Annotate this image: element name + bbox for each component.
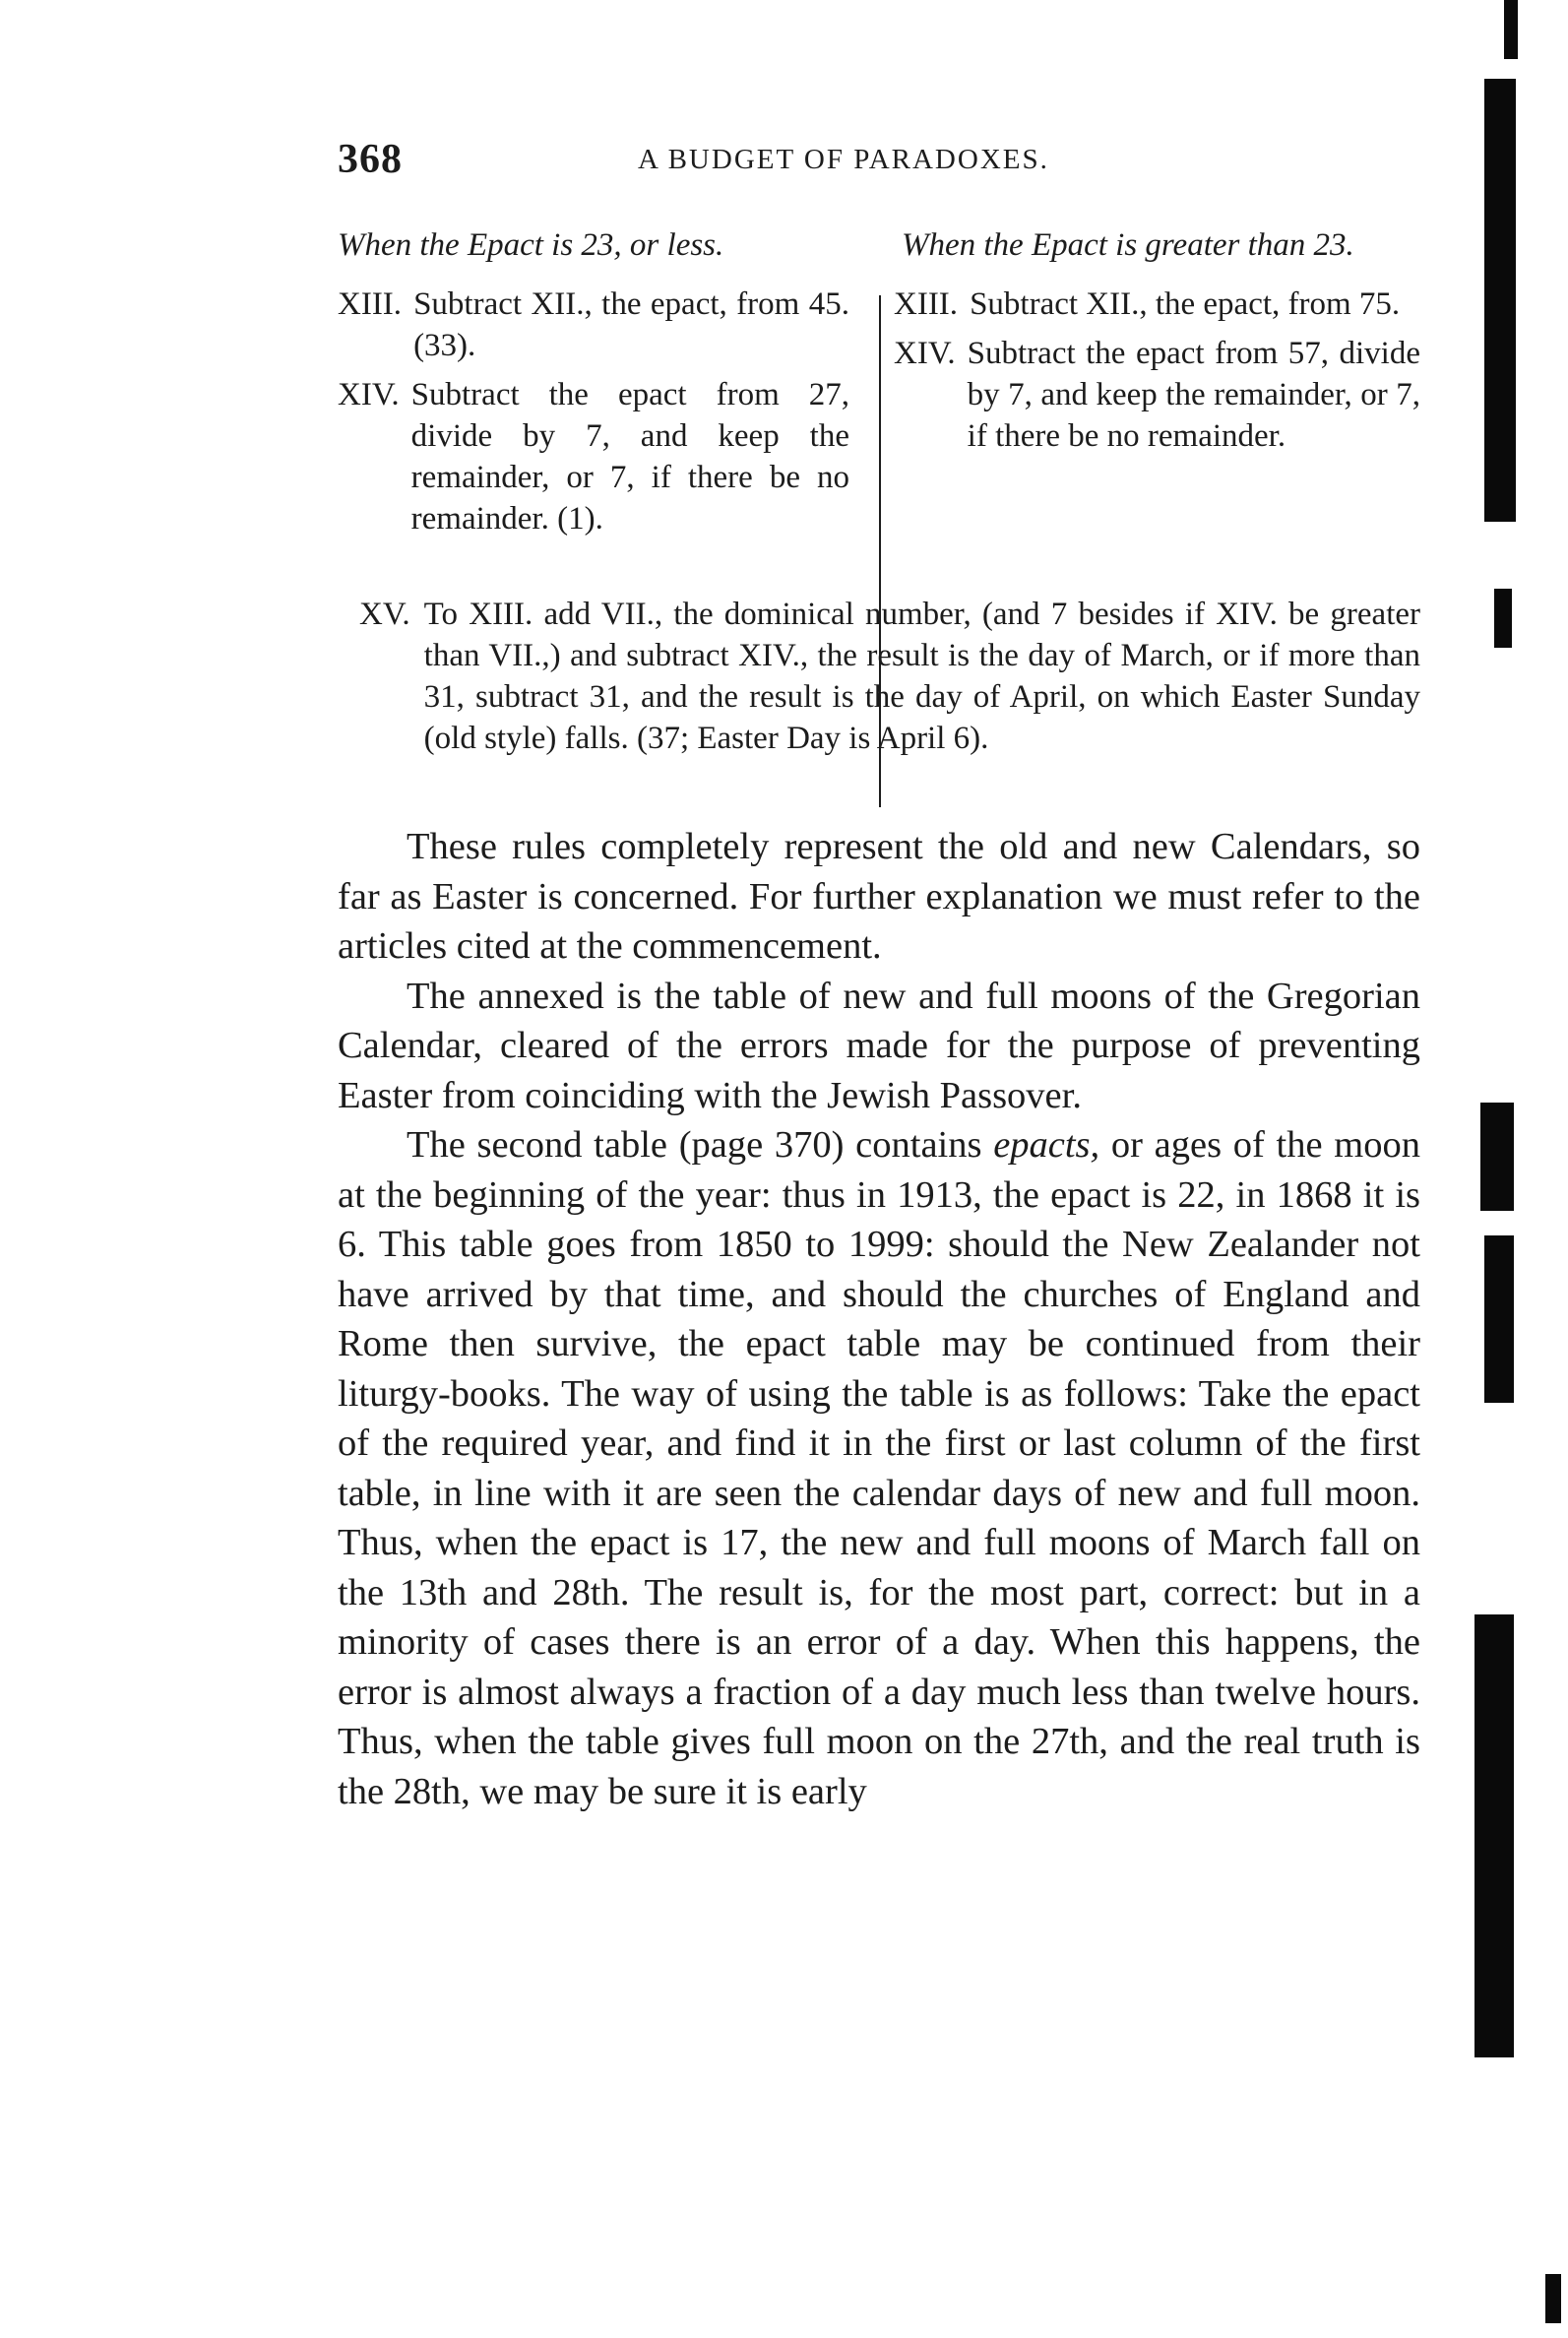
paragraph-2: The annexed is the table of new and full moons of the Gregorian Calendar, cleared of the errors made for the purpose of preventing Easter from coinciding with the Jewish Passover. bbox=[338, 975, 1420, 1116]
rule-number: XIV. bbox=[894, 336, 956, 371]
rule-number: XV. bbox=[359, 597, 410, 632]
left-column-title: When the Epact is 23, or less. bbox=[338, 227, 724, 263]
scan-edge-mark bbox=[1480, 1103, 1514, 1211]
paragraph-3-text-start: The second table (page 370) contains bbox=[407, 1124, 994, 1166]
rule-number: XIV. bbox=[338, 377, 400, 412]
right-rule-xiii bbox=[894, 284, 1420, 325]
rule-text: Subtract the epact from 27, divide by 7, and keep the remainder, or 7, if there be no remainder. (1). bbox=[410, 377, 849, 537]
rule-number: XIII. bbox=[894, 286, 959, 322]
body-text bbox=[338, 822, 1420, 1816]
rule-text: Subtract XII., the epact, from 45. (33). bbox=[413, 286, 849, 363]
running-title: A BUDGET OF PARADOXES. bbox=[638, 144, 1049, 175]
left-rule-xiv bbox=[338, 374, 849, 539]
scan-edge-mark bbox=[1484, 79, 1516, 522]
rule-text: Subtract the epact from 57, divide by 7, and keep the remainder, or 7, if there be no remainder. bbox=[967, 336, 1420, 454]
scan-edge-mark bbox=[1484, 1235, 1514, 1403]
rule-number: XIII. bbox=[338, 286, 403, 322]
left-rule-xiii bbox=[338, 284, 849, 366]
paragraph-1: These rules completely represent the old and new Calendars, so far as Easter is concerned. For further explanation we must refer to the articles cited at the commencement. bbox=[338, 826, 1420, 967]
right-column-title: When the Epact is greater than 23. bbox=[902, 227, 1354, 263]
scan-edge-mark bbox=[1504, 0, 1518, 59]
rule-text: To XIII. add VII., the dominical number, (and 7 besides if XIV. be greater than VII.,) and subtract XIV., the result is the day of March, or if more than 31, subtract 31, and the result is the day of April, on which Easter Sunday (old style) falls. (37; Easter Day is April 6). bbox=[423, 597, 1420, 756]
right-rule-xiv bbox=[894, 333, 1420, 457]
epacts-emphasis: epacts, bbox=[993, 1124, 1100, 1166]
paragraph-3 bbox=[338, 1120, 1420, 1816]
scan-edge-mark bbox=[1545, 2274, 1561, 2323]
rule-text: Subtract XII., the epact, from 75. bbox=[970, 286, 1401, 322]
page-number: 368 bbox=[338, 137, 403, 182]
left-column bbox=[338, 224, 849, 547]
paragraph-3-text-end: or ages of the moon at the beginning of the year: thus in 1913, the epact is 22, in 1868 it is 6. This table goes from 1850 to 1999: should the New Zealander not have arrived by that time, and should the churches of England and Rome then survive, the epact table may be continued from their liturgy-books. The way of using the table is as follows: Take the epact of the required year, and find it in the first or last column of the first table, in line with it are seen the calendar days of new and full moon. Thus, when the epact is 17, the new and full moons of March fall on the 13th and 28th. The result is, for the most part, correct: but in a minority of cases there is an error of a day. When this happens, the error is almost always a fraction of a day much less than twelve hours. Thus, when the table gives full moon on the 27th, and the real truth is the 28th, we may be sure it is early bbox=[338, 1124, 1420, 1812]
running-header bbox=[338, 136, 1420, 185]
scan-edge-mark bbox=[1474, 1614, 1514, 2057]
rule-xv bbox=[359, 594, 1420, 759]
right-column bbox=[894, 224, 1420, 465]
scan-edge-mark bbox=[1494, 589, 1512, 648]
